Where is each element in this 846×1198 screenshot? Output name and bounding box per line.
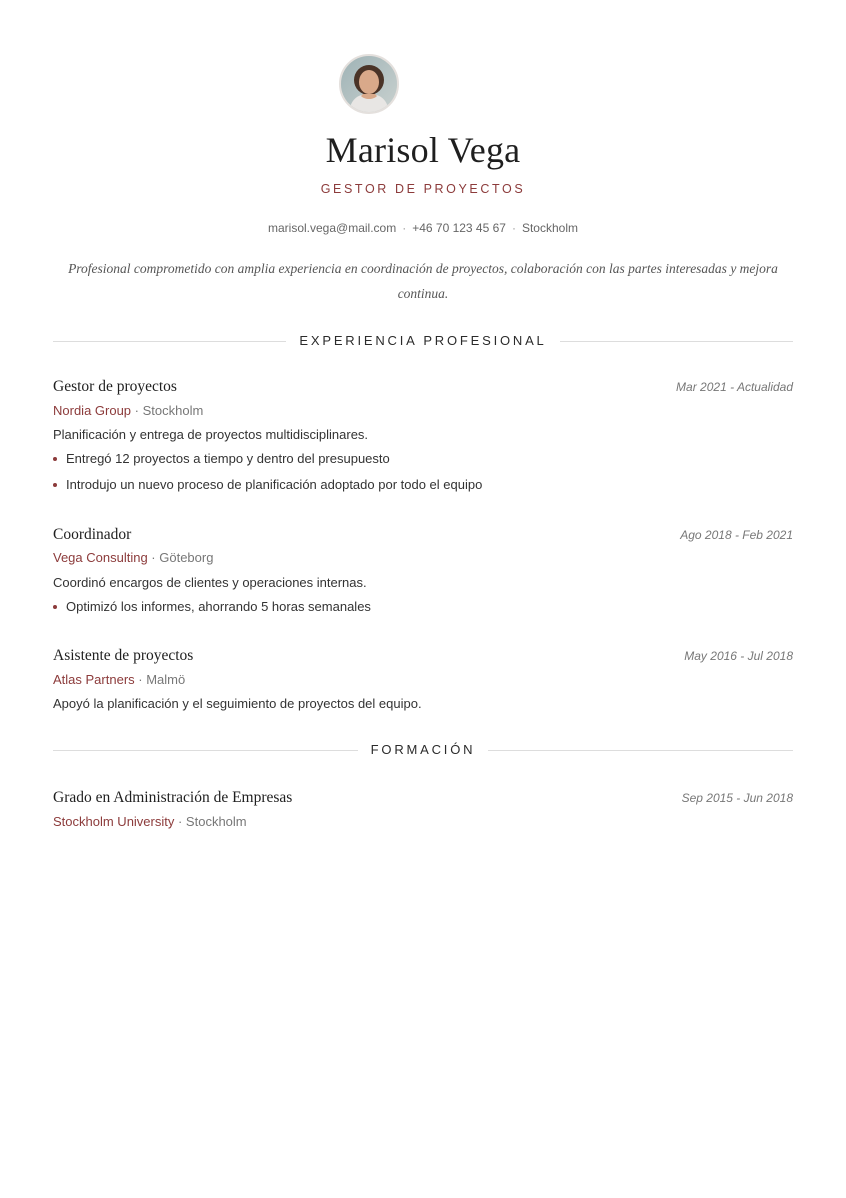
education-institution xyxy=(53,813,247,830)
section-title-experience xyxy=(53,332,793,350)
institution-location: · Stockholm xyxy=(174,814,247,829)
job-dates: Ago 2018 - Feb 2021 xyxy=(680,528,793,542)
job-title: Coordinador xyxy=(53,526,132,543)
job-organization xyxy=(53,671,185,688)
profile-summary: Profesional comprometido con amplia experiencia en coordinación de proyectos, colaboración con las partes interesadas y mejora continua. xyxy=(68,261,778,301)
section-rule xyxy=(488,750,793,751)
job-organization xyxy=(53,402,203,419)
contact-separator: · xyxy=(511,221,516,235)
achievement-item xyxy=(53,476,482,493)
achievement-item xyxy=(53,450,482,467)
section-rule xyxy=(560,341,793,342)
contact-line xyxy=(53,220,793,236)
profile-photo xyxy=(341,56,397,112)
achievement-text: Optimizó los informes, ahorrando 5 horas semanales xyxy=(66,599,371,614)
section-rule xyxy=(53,341,286,342)
company-location: · Göteborg xyxy=(147,550,214,565)
achievement-list xyxy=(53,450,482,502)
job-organization xyxy=(53,549,213,566)
bullet-icon xyxy=(53,605,57,609)
company-location: · Stockholm xyxy=(131,403,204,418)
company-name: Nordia Group xyxy=(53,403,132,418)
contact-location: Stockholm xyxy=(521,221,578,235)
avatar xyxy=(339,54,399,114)
section-title-education xyxy=(53,741,793,759)
bullet-icon xyxy=(53,483,57,487)
job-description: Apoyó la planificación y el seguimiento de proyectos del equipo. xyxy=(53,696,422,711)
achievement-text: Introdujo un nuevo proceso de planificación adoptado por todo el equipo xyxy=(66,477,483,492)
job-description: Planificación y entrega de proyectos multidisciplinares. xyxy=(53,427,369,442)
company-location: · Malmö xyxy=(134,672,186,687)
contact-email: marisol.vega@mail.com xyxy=(267,221,397,235)
candidate-name: Marisol Vega xyxy=(325,130,521,170)
company-name: Vega Consulting xyxy=(53,550,148,565)
company-name: Atlas Partners xyxy=(53,672,135,687)
bullet-icon xyxy=(53,457,57,461)
job-dates: Mar 2021 - Actualidad xyxy=(676,380,793,394)
section-rule xyxy=(53,750,358,751)
contact-separator: · xyxy=(402,221,407,235)
job-title: Asistente de proyectos xyxy=(53,647,194,664)
degree-title: Grado en Administración de Empresas xyxy=(53,789,293,806)
section-label: EXPERIENCIA PROFESIONAL xyxy=(299,333,547,348)
section-label: FORMACIÓN xyxy=(370,742,476,757)
contact-phone: +46 70 123 45 67 xyxy=(412,221,506,235)
job-description: Coordinó encargos de clientes y operaciones internas. xyxy=(53,575,367,590)
education-dates: Sep 2015 - Jun 2018 xyxy=(681,791,793,805)
achievement-item xyxy=(53,598,371,615)
job-dates: May 2016 - Jul 2018 xyxy=(684,649,793,663)
achievement-list xyxy=(53,598,371,624)
achievement-text: Entregó 12 proyectos a tiempo y dentro del presupuesto xyxy=(66,451,390,466)
job-title: Gestor de proyectos xyxy=(53,378,177,395)
institution-name: Stockholm University xyxy=(53,814,175,829)
candidate-role: GESTOR DE PROYECTOS xyxy=(320,182,526,196)
